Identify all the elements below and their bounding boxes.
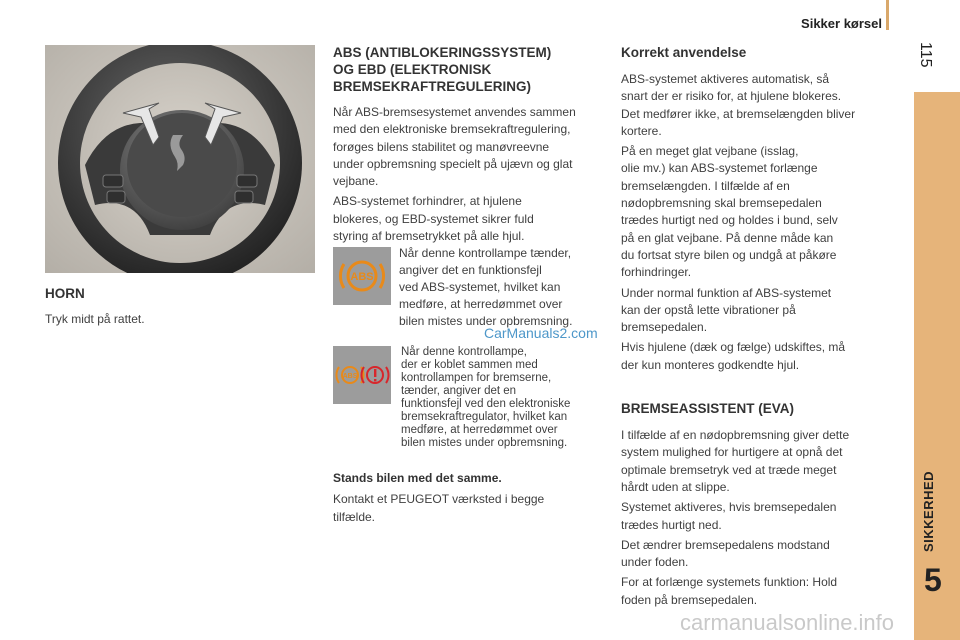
chapter-side-tab (914, 92, 960, 640)
correct-use-section (621, 44, 889, 609)
watermark-carmanualsonline: carmanualsonline.info (680, 610, 895, 635)
correct-use-paragraph-4: Hvis hjulene (dæk og fælge) udskiftes, må der kun monteres godkendte hjul. (621, 340, 846, 372)
eva-paragraph-2: Systemet aktiveres, hvis bremsepedalen trædes hurtigt ned. (621, 500, 837, 532)
page-number: 115 (917, 42, 934, 68)
contact-instruction: Kontakt et PEUGEOT værksted i begge tilfælde. (333, 492, 545, 524)
correct-use-paragraph-1: ABS-systemet aktiveres automatisk, så snart der er risiko for, at hjulene blokeres. Det medfører ikke, at bremselængden bliver kortere. (621, 72, 856, 138)
abs-lamp-description: Når denne kontrollampe tænder, angiver det en funktionsfejl ved ABS-systemet, hvilket kan medføre, at herredømmet over bilen mistes under opbremsning. (399, 246, 573, 328)
steering-wheel-photo (45, 45, 315, 273)
abs-warning-lamp-icon (333, 247, 391, 305)
running-header: Sikker kørsel (801, 16, 882, 31)
svg-text:ABS: ABS (350, 271, 374, 283)
correct-use-paragraph-2: På en meget glat vejbane (isslag, olie mv.) kan ABS-systemet forlænge bremselængden. I tilfælde af en nødopbremsning skal bremsepedalen trædes hurtigt ned og holdes i bund, selv på en glat vejbane. På denne måde kan du fortsat styre bilen og undgå at påkøre forhindringer. (621, 144, 838, 280)
abs-action-section (333, 470, 608, 526)
horn-heading: HORN (45, 286, 85, 301)
abs-brake-warning-lamp-icon (333, 346, 391, 404)
eva-paragraph-1: I tilfælde af en nødopbremsning giver dette system mulighed for hurtigere at opnå det optimale bremsetryk ved at træde meget hårdt uden at slippe. (621, 428, 850, 494)
chapter-number: 5 (924, 562, 942, 598)
eva-paragraph-4: For at forlænge systemets funktion: Hold foden på bremsepedalen. (621, 575, 838, 607)
abs-paragraph-1: Når ABS-bremsesystemet anvendes sammen med den elektroniske bremsekraftregulering, forøges bilens stabilitet og manøvreevne under opbremsning specielt på ujævn og glat vejbane. (333, 105, 576, 189)
stop-instruction: Stands bilen med det samme. (333, 471, 502, 485)
chapter-label: SIKKERHED (921, 470, 936, 552)
abs-heading: ABS (ANTIBLOKERINGSSYSTEM) OG EBD (ELEKTRONISK BREMSEKRAFTREGULERING) (333, 45, 552, 94)
svg-text:ABS: ABS (342, 373, 358, 380)
header-rule (886, 0, 889, 30)
abs-section (333, 44, 608, 245)
eva-paragraph-3: Det ændrer bremsepedalens modstand under foden. (621, 537, 830, 570)
eva-heading: BREMSEASSISTENT (EVA) (621, 401, 795, 417)
horn-section (45, 285, 315, 328)
horn-text: Tryk midt på rattet. (45, 312, 145, 326)
correct-use-paragraph-3: Under normal funktion af ABS-systemet kan der opstå lette vibrationer på bremsepedalen. (621, 285, 832, 335)
watermark-carmanuals2: CarManuals2.com (484, 325, 598, 341)
abs-paragraph-2: ABS-systemet forhindrer, at hjulene blokeres, og EBD-systemet sikrer fuld styring af bremsetrykket på alle hjul. (333, 194, 534, 244)
abs-brake-lamp-description: Når denne kontrollampe, der er koblet sammen med kontrollampen for bremserne, tænder, angiver det en funktionsfejl ved den elektroniske bremsekraftregulator, hvilket kan medføre, at herredømmet over bilen mistes under opbremsning. (401, 346, 571, 449)
correct-use-heading: Korrekt anvendelse (621, 45, 747, 60)
